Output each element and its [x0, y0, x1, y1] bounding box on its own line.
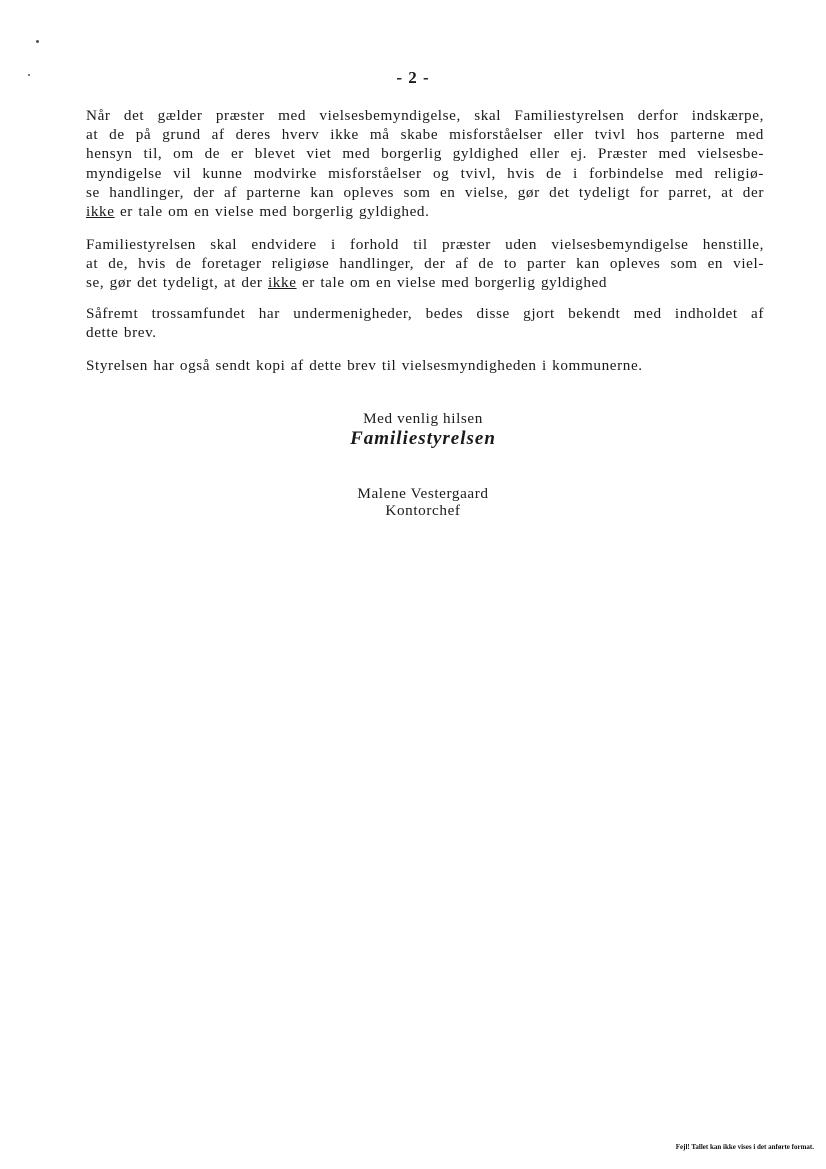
paragraph-line: Familiestyrelsen skal endvidere i forhold til præster uden vielsesbemyndigelse henstille,: [86, 236, 764, 253]
paragraph-line: Styrelsen har også sendt kopi af dette brev til vielsesmyndigheden i kommunerne.: [86, 357, 643, 374]
page-number: - 2 -: [396, 68, 430, 87]
paragraph-line: Såfremt trossamfundet har undermenigheder, bedes disse gjort bekendt med indholdet af: [86, 305, 764, 322]
paragraph-2: [86, 235, 764, 293]
paragraph-line: [86, 273, 764, 292]
paragraph-1: [86, 106, 764, 221]
underlined-word: ikke: [86, 203, 115, 221]
paragraph-line: se handlinger, der af parterne kan opleves som en vielse, gør det tydeligt for parret, at der: [86, 183, 764, 201]
line-text: er tale om en vielse med borgerlig gyldighed: [296, 274, 608, 292]
paragraph-line: at de på grund af deres hverv ikke må skabe misforståelser eller tvivl hos parterne med: [86, 126, 764, 144]
footer-error-note: Fejl! Tallet kan ikke vises i det anførte format.: [675, 1143, 814, 1151]
line-text: er tale om en vielse med borgerlig gyldighed.: [114, 203, 430, 221]
closing-greeting: Med venlig hilsen: [363, 410, 483, 427]
paragraph-line: [86, 202, 764, 221]
paragraph-line: myndigelse vil kunne modvirke misforståelser og tvivl, hvis de i forbindelse med religiø-: [86, 164, 764, 182]
scan-speck: [36, 40, 39, 43]
signer-title: Kontorchef: [385, 502, 461, 519]
paragraph-3: [86, 304, 764, 342]
paragraph-line: dette brev.: [86, 324, 157, 342]
organization-name: Familiestyrelsen: [350, 428, 496, 449]
signer-name: Malene Vestergaard: [357, 485, 489, 502]
underlined-word: ikke: [267, 274, 297, 292]
paragraph-4: [86, 356, 764, 375]
paragraph-line: at de, hvis de foretager religiøse handlinger, der af de to parter kan opleves som en viel-: [86, 255, 764, 273]
paragraph-line: hensyn til, om de er blevet viet med borgerlig gyldighed eller ej. Præster med vielsesbe-: [86, 145, 764, 163]
paragraph-line: Når det gælder præster med vielsesbemyndigelse, skal Familiestyrelsen derfor indskærpe,: [86, 107, 764, 124]
line-text: se, gør det tydeligt, at der: [86, 274, 268, 292]
